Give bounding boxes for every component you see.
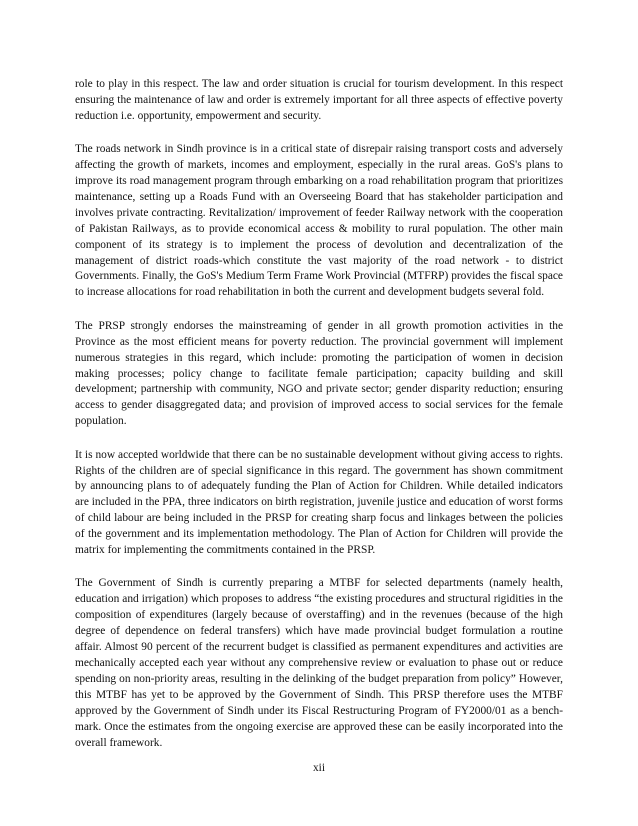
page-number: xii [312, 762, 326, 774]
body-text [75, 77, 563, 769]
paragraph-law-and-order: role to play in this respect. The law and order situation is crucial for tourism development. In this respect ensuring the maintenance of law and order is extremely important for all three aspects of effective poverty reduction i.e. opportunity, empowerment and security. [75, 78, 563, 122]
paragraph-mtbf: The Government of Sindh is currently preparing a MTBF for selected departments (namely health, education and irrigation) which proposes to address “the existing procedures and structural rigidities in the composition of expenditures (largely because of overstaffing) and in the revenues (because of the high degree of dependence on federal transfers) which have made provincial budget formulation a routine affair. Almost 90 percent of the recurrent budget is classified as permanent expenditures and activities are mechanically accepted each year without any comprehensive review or evaluation to phase out or reduce spending on non-priority areas, resulting in the delinking of the budget preparation from policy” However, this MTBF has yet to be approved by the Government of Sindh. This PRSP therefore uses the MTBF approved by the Government of Sindh under its Fiscal Restructuring Program of FY2000/01 as a bench-mark. Once the estimates from the ongoing exercise are approved these can be easily incorporated into the overall framework. [75, 577, 563, 749]
paragraph-child-rights: It is now accepted worldwide that there can be no sustainable development without giving access to rights. Rights of the children are of special significance in this regard. The government has shown commitment by announcing plans to of adequately funding the Plan of Action for Children. While detailed indicators are included in the PPA, three indicators on birth registration, juvenile justice and education of worst forms of child labour are being included in the PRSP for creating sharp focus and linkages between the policies of the government and its implementation methodology. The Plan of Action for Children will provide the matrix for implementing the commitments contained in the PRSP. [75, 448, 563, 557]
paragraph-roads-network: The roads network in Sindh province is in a critical state of disrepair raising transport costs and adversely affecting the growth of markets, incomes and employment, especially in the rural areas. GoS's plans to improve its road management program through embarking on a road rehabilitation program that prioritizes maintenance, setting up a Roads Fund with an Overseeing Board that has stakeholder participation and involves private contracting. Revitalization/ improvement of feeder Railway network with the cooperation of Pakistan Railways, as to provide economical access & mobility to rural population. The other main component of its strategy is to implement the process of devolution and decentralization of the management of district roads-which constitute the vast majority of the road network - to district Governments. Finally, the GoS's Medium Term Frame Work Provincial (MTFRP) provides the fiscal space to increase allocations for road rehabilitation in both the current and development budgets several fold. [75, 143, 563, 299]
paragraph-gender-mainstreaming: The PRSP strongly endorses the mainstreaming of gender in all growth promotion activities in the Province as the most efficient means for poverty reduction. The provincial government will implement numerous strategies in this regard, which include: promoting the participation of women in decision making processes; policy change to facilitate female participation; capacity building and skill development; partnership with community, NGO and private sector; gender disparity reduction; ensuring access to gender disaggregated data; and provision of improved access to social services for the female population. [75, 319, 563, 428]
